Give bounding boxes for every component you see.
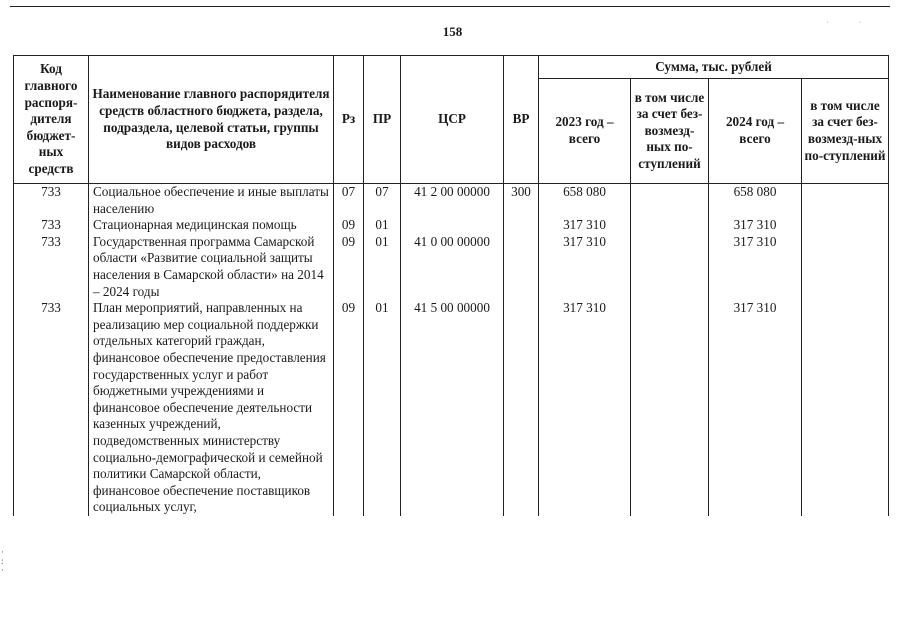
cell-csr: 41 5 00 00000	[401, 300, 504, 516]
cell-code: 733	[14, 184, 89, 218]
header-row-top	[14, 56, 889, 79]
page-number: 158	[442, 24, 463, 39]
cell-rz: 07	[334, 184, 364, 218]
header-2024-free: в том числе за счет без-возмезд-ных по-ступлений	[802, 79, 889, 184]
cell-code: 733	[14, 234, 89, 300]
header-name: Наименование главного распорядителя средств областного бюджета, раздела, подраздела, целевой статьи, группы видов расходов	[89, 56, 334, 184]
header-2024-total: 2024 год – всего	[709, 79, 802, 184]
cell-2023-total: 658 080	[539, 184, 631, 218]
cell-pr: 07	[364, 184, 401, 218]
cell-code: 733	[14, 217, 89, 234]
cell-csr: 41 2 00 00000	[401, 184, 504, 218]
cell-2023-free	[631, 300, 709, 516]
header-vr: ВР	[504, 56, 539, 184]
cell-vr: 300	[504, 184, 539, 218]
table-row	[14, 234, 889, 300]
cell-2024-free	[802, 184, 889, 218]
header-sum: Сумма, тыс. рублей	[539, 56, 889, 79]
cell-2024-total: 317 310	[709, 300, 802, 516]
table-row	[14, 300, 889, 516]
cell-name: Социальное обеспечение и иные выплаты населению	[89, 184, 334, 218]
header-pr: ПР	[364, 56, 401, 184]
cell-code: 733	[14, 300, 89, 516]
cell-rz: 09	[334, 234, 364, 300]
cell-2024-free	[802, 234, 889, 300]
table-row	[14, 217, 889, 234]
cell-vr	[504, 234, 539, 300]
cell-2023-free	[631, 217, 709, 234]
cell-2024-total: 317 310	[709, 217, 802, 234]
cell-rz: 09	[334, 217, 364, 234]
cell-pr: 01	[364, 217, 401, 234]
cell-pr: 01	[364, 234, 401, 300]
cell-name: План мероприятий, направленных на реализацию мер социальной поддержки отдельных категорий граждан, финансовое обеспечение предоставления государственных услуг и работ бюджетными учреждениями и финансовое обеспечение деятельности казенных учреждений, подведомственных министерству социально-демографической и семейной политики Самарской области, финансовое обеспечение поставщиков социальных услуг,	[89, 300, 334, 516]
cell-2024-total: 317 310	[709, 234, 802, 300]
cell-2023-free	[631, 234, 709, 300]
cell-2024-total: 658 080	[709, 184, 802, 218]
scan-edge-marks: · : ·	[1, 547, 4, 575]
cell-vr	[504, 217, 539, 234]
cell-2024-free	[802, 300, 889, 516]
cell-2023-total: 317 310	[539, 300, 631, 516]
header-code: Код главного распоря-дителя бюджет-ных средств	[14, 56, 89, 184]
cell-csr: 41 0 00 00000	[401, 234, 504, 300]
cell-pr: 01	[364, 300, 401, 516]
cell-2023-free	[631, 184, 709, 218]
cell-rz: 09	[334, 300, 364, 516]
cell-2024-free	[802, 217, 889, 234]
header-2023-total: 2023 год – всего	[539, 79, 631, 184]
cell-name: Государственная программа Самарской области «Развитие социальной защиты населения в Самарской области» на 2014 – 2024 годы	[89, 234, 334, 300]
cell-2023-total: 317 310	[539, 217, 631, 234]
header-csr: ЦСР	[401, 56, 504, 184]
table-row	[14, 184, 889, 218]
header-2023-free: в том числе за счет без-возмезд-ных по-ступлений	[631, 79, 709, 184]
header-rz: Рз	[334, 56, 364, 184]
cell-vr	[504, 300, 539, 516]
top-rule	[10, 6, 890, 7]
cell-2023-total: 317 310	[539, 234, 631, 300]
scan-specks: ˙˙	[826, 20, 892, 29]
cell-csr	[401, 217, 504, 234]
cell-name: Стационарная медицинская помощь	[89, 217, 334, 234]
budget-table	[13, 55, 889, 516]
